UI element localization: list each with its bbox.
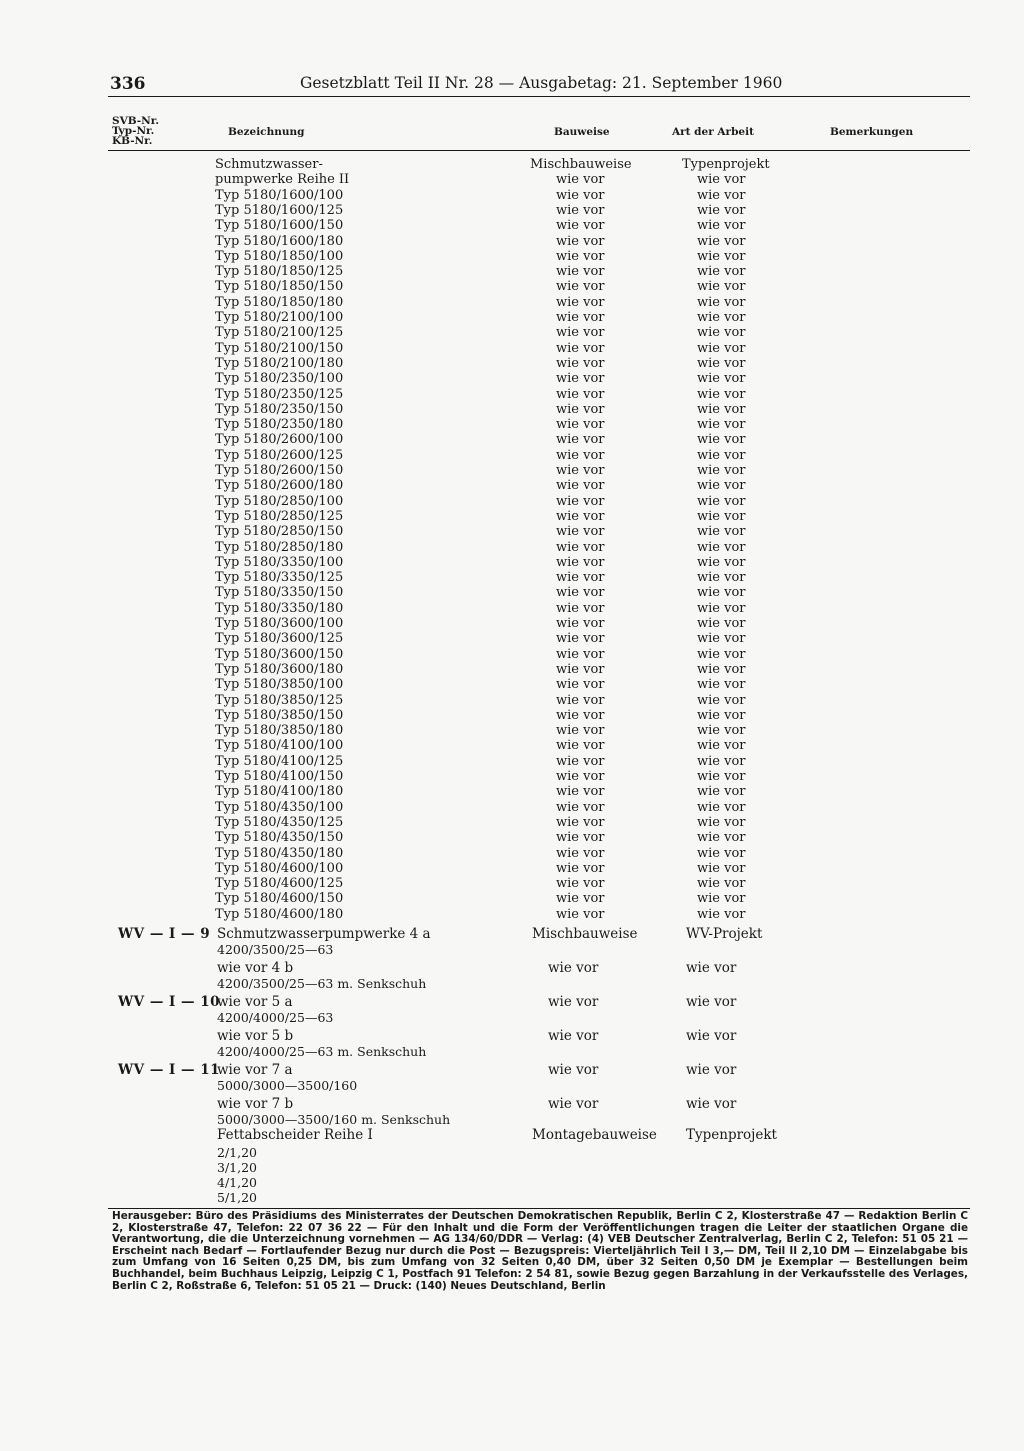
fettabscheider-bauweise: Montagebauweise	[532, 1127, 657, 1143]
row-bezeichnung: Typ 5180/1600/150	[215, 218, 344, 234]
imprint-rule	[108, 1208, 970, 1209]
table-row	[0, 432, 1024, 448]
row-bezeichnung: Typ 5180/1600/100	[215, 187, 344, 203]
column-header-bezeichnung: Bezeichnung	[228, 126, 305, 138]
row-art-der-arbeit: wie vor	[697, 187, 746, 203]
row-bezeichnung: Typ 5180/2350/150	[215, 401, 344, 417]
table-row	[0, 647, 1024, 663]
row-bezeichnung: Typ 5180/3600/180	[215, 661, 344, 677]
row-bezeichnung: Typ 5180/4600/180	[215, 906, 344, 922]
row-bauweise: wie vor	[556, 355, 605, 371]
table-row	[0, 861, 1024, 877]
row-art-der-arbeit: wie vor	[697, 264, 746, 280]
table-row	[0, 907, 1024, 923]
row-bezeichnung: Typ 5180/4100/125	[215, 753, 344, 769]
row-bezeichnung: Typ 5180/4350/125	[215, 814, 344, 830]
row-bezeichnung: Typ 5180/3350/180	[215, 600, 344, 616]
wv-art-der-arbeit: wie vor	[686, 1062, 737, 1078]
table-row	[0, 769, 1024, 785]
wv-art-der-arbeit: wie vor	[686, 960, 737, 976]
row-bauweise: wie vor	[556, 692, 605, 708]
row-bezeichnung: Typ 5180/2100/125	[215, 325, 344, 341]
row-art-der-arbeit: wie vor	[697, 539, 746, 555]
table-row	[0, 295, 1024, 311]
table-row	[0, 876, 1024, 892]
row-bezeichnung: Typ 5180/2850/150	[215, 524, 344, 540]
row-art-der-arbeit: wie vor	[697, 906, 746, 922]
row-bauweise: wie vor	[556, 753, 605, 769]
row-bezeichnung: Typ 5180/2600/180	[215, 478, 344, 494]
table-row	[0, 524, 1024, 540]
row-bauweise: wie vor	[556, 218, 605, 234]
row-bauweise: wie vor	[556, 707, 605, 723]
row-bezeichnung: Typ 5180/2100/150	[215, 340, 344, 356]
row-bezeichnung: Typ 5180/1850/100	[215, 248, 344, 264]
row-bauweise: wie vor	[556, 187, 605, 203]
row-bezeichnung: Typ 5180/2350/125	[215, 386, 344, 402]
row-art-der-arbeit: wie vor	[697, 325, 746, 341]
row-bezeichnung: Typ 5180/3600/100	[215, 616, 344, 631]
row-bezeichnung: Typ 5180/4100/180	[215, 784, 344, 800]
fettabscheider-size: 5/1,20	[217, 1190, 257, 1205]
row-bezeichnung: Typ 5180/2850/100	[215, 493, 344, 509]
table-row	[0, 279, 1024, 295]
row-bauweise: Mischbauweise	[530, 157, 632, 172]
row-bauweise: wie vor	[556, 493, 605, 509]
column-header-art-der-arbeit: Art der Arbeit	[672, 126, 754, 138]
table-row	[0, 264, 1024, 280]
row-art-der-arbeit: wie vor	[697, 463, 746, 478]
row-bauweise: wie vor	[556, 646, 605, 662]
row-bauweise: wie vor	[556, 585, 605, 601]
row-art-der-arbeit: wie vor	[697, 661, 746, 677]
row-bezeichnung: Typ 5180/3350/100	[215, 554, 344, 570]
row-art-der-arbeit: wie vor	[697, 202, 746, 218]
row-bezeichnung: Typ 5180/3600/125	[215, 631, 344, 647]
wv-number: WV — I — 10	[118, 994, 221, 1010]
table-row	[0, 784, 1024, 800]
row-art-der-arbeit: wie vor	[697, 616, 746, 631]
row-art-der-arbeit: wie vor	[697, 279, 746, 295]
row-bauweise: wie vor	[556, 906, 605, 922]
wv-art-der-arbeit: wie vor	[686, 1096, 737, 1112]
row-bauweise: wie vor	[556, 417, 605, 433]
row-art-der-arbeit: wie vor	[697, 692, 746, 708]
wv-bauweise: wie vor	[548, 1028, 599, 1044]
row-art-der-arbeit: wie vor	[697, 554, 746, 570]
row-bauweise: wie vor	[556, 401, 605, 417]
fettabscheider-art: Typenprojekt	[686, 1127, 777, 1143]
row-bauweise: wie vor	[556, 876, 605, 892]
table-row	[0, 891, 1024, 907]
column-header-bauweise: Bauweise	[554, 126, 610, 138]
table-row	[0, 402, 1024, 418]
fettabscheider-size: 4/1,20	[217, 1175, 257, 1190]
row-bauweise: wie vor	[556, 661, 605, 677]
row-art-der-arbeit: wie vor	[697, 570, 746, 586]
row-art-der-arbeit: wie vor	[697, 845, 746, 861]
wv-bauweise: wie vor	[548, 1062, 599, 1078]
wv-bauweise: wie vor	[548, 994, 599, 1010]
table-row	[0, 830, 1024, 846]
row-art-der-arbeit: wie vor	[697, 218, 746, 234]
wv-spec: 4200/4000/25—63	[217, 1010, 334, 1025]
column-header-bemerkungen: Bemerkungen	[830, 126, 914, 138]
row-bauweise: wie vor	[556, 340, 605, 356]
row-bezeichnung: Typ 5180/2600/125	[215, 447, 344, 463]
row-art-der-arbeit: wie vor	[697, 432, 746, 448]
row-art-der-arbeit: wie vor	[697, 631, 746, 647]
header-rule	[108, 96, 970, 97]
table-row	[0, 585, 1024, 601]
row-bezeichnung: Typ 5180/2350/100	[215, 371, 344, 387]
row-art-der-arbeit: wie vor	[697, 753, 746, 769]
row-bezeichnung: Typ 5180/2850/125	[215, 508, 344, 524]
row-bezeichnung: Typ 5180/4100/100	[215, 738, 344, 754]
row-bauweise: wie vor	[556, 784, 605, 800]
row-bauweise: wie vor	[556, 524, 605, 540]
row-art-der-arbeit: wie vor	[697, 585, 746, 601]
table-row	[0, 708, 1024, 724]
row-bauweise: wie vor	[556, 432, 605, 448]
row-art-der-arbeit: wie vor	[697, 294, 746, 310]
table-row	[0, 754, 1024, 770]
row-art-der-arbeit: wie vor	[697, 172, 746, 188]
wv-bauweise: Mischbauweise	[532, 926, 638, 942]
row-bauweise: wie vor	[556, 294, 605, 310]
row-bezeichnung: Typ 5180/4100/150	[215, 769, 344, 784]
table-row	[0, 800, 1024, 816]
table-row	[0, 509, 1024, 525]
table-header-rule	[108, 150, 970, 151]
table-row	[0, 341, 1024, 357]
row-bezeichnung: Typ 5180/2850/180	[215, 539, 344, 555]
row-art-der-arbeit: wie vor	[697, 707, 746, 723]
column-header-svb	[112, 116, 159, 146]
wv-number: WV — I — 11	[118, 1062, 221, 1078]
row-bezeichnung: Schmutzwasser-	[215, 157, 323, 172]
row-bezeichnung: Typ 5180/1850/150	[215, 279, 344, 295]
row-bauweise: wie vor	[556, 371, 605, 387]
row-bauweise: wie vor	[556, 799, 605, 815]
table-row	[0, 387, 1024, 403]
row-bauweise: wie vor	[556, 508, 605, 524]
row-art-der-arbeit: wie vor	[697, 646, 746, 662]
row-bauweise: wie vor	[556, 677, 605, 693]
wv-title: wie vor 7 a	[217, 1062, 293, 1078]
fettabscheider-title: Fettabscheider Reihe I	[217, 1127, 373, 1143]
column-header-svb-line: KB-Nr.	[112, 135, 153, 147]
table-row	[0, 310, 1024, 326]
row-bezeichnung: Typ 5180/2100/100	[215, 310, 344, 325]
wv-bauweise: wie vor	[548, 1096, 599, 1112]
row-bauweise: wie vor	[556, 554, 605, 570]
wv-spec: 4200/3500/25—63	[217, 942, 334, 957]
table-row	[0, 234, 1024, 250]
row-bauweise: wie vor	[556, 248, 605, 264]
row-art-der-arbeit: wie vor	[697, 493, 746, 509]
table-row	[0, 738, 1024, 754]
row-art-der-arbeit: wie vor	[697, 814, 746, 830]
row-art-der-arbeit: Typenprojekt	[682, 157, 770, 172]
row-art-der-arbeit: wie vor	[697, 524, 746, 540]
row-bauweise: wie vor	[556, 386, 605, 402]
row-bauweise: wie vor	[556, 570, 605, 586]
row-bezeichnung: Typ 5180/1600/125	[215, 202, 344, 218]
table-row	[0, 417, 1024, 433]
table-row	[0, 616, 1024, 632]
row-bauweise: wie vor	[556, 233, 605, 249]
row-art-der-arbeit: wie vor	[697, 355, 746, 371]
table-row	[0, 448, 1024, 464]
table-row	[0, 356, 1024, 372]
table-row	[0, 249, 1024, 265]
row-art-der-arbeit: wie vor	[697, 386, 746, 402]
row-bauweise: wie vor	[556, 264, 605, 280]
table-row	[0, 555, 1024, 571]
wv-bauweise: wie vor	[548, 960, 599, 976]
column-header-svb-line: SVB-Nr.	[112, 115, 159, 127]
fettabscheider-size: 2/1,20	[217, 1145, 257, 1160]
wv-title: wie vor 5 b	[217, 1028, 294, 1044]
row-bezeichnung: Typ 5180/3600/150	[215, 646, 344, 662]
wv-art-der-arbeit: WV-Projekt	[686, 926, 763, 942]
row-bauweise: wie vor	[556, 310, 605, 325]
row-bauweise: wie vor	[556, 539, 605, 555]
row-art-der-arbeit: wie vor	[697, 371, 746, 387]
row-bauweise: wie vor	[556, 172, 605, 188]
row-bauweise: wie vor	[556, 202, 605, 218]
row-bezeichnung: Typ 5180/4600/125	[215, 876, 344, 892]
table-row	[0, 203, 1024, 219]
row-bezeichnung: pumpwerke Reihe II	[215, 172, 350, 188]
table-row	[0, 371, 1024, 387]
table-row	[0, 693, 1024, 709]
table-row	[0, 157, 1024, 173]
fettabscheider-size: 3/1,20	[217, 1160, 257, 1175]
row-art-der-arbeit: wie vor	[697, 508, 746, 524]
imprint-text: Herausgeber: Büro des Präsidiums des Ministerrates der Deutschen Demokratischen Republik, Berlin C 2, Klosterstraße 47 — Redaktion Berlin C 2, Klosterstraße 47, Telefon: 22 07 36 22 — Für den Inhalt und die Form der Veröffentlichungen tragen die Leiter der staatlichen Organe die Verantwortung, die die Unterzeichnung vornehmen — AG 134/60/DDR — Verlag: (4) VEB Deutscher Zentralverlag, Berlin C 2, Telefon: 51 05 21 — Erscheint nach Bedarf — Fortlaufender Bezug nur durch die Post — Bezugspreis: Vierteljährlich Teil I 3,— DM, Teil II 2,10 DM — Einzelabgabe bis zum Umfang von 16 Seiten 0,25 DM, bis zum Umfang von 32 Seiten 0,40 DM, über 32 Seiten 0,50 DM je Exemplar — Bestellungen beim Buchhandel, beim Buchhaus Leipzig, Leipzig C 1, Postfach 91 Telefon: 2 54 81, sowie Bezug gegen Barzahlung in der Verkaufsstelle des Verlages, Berlin C 2, Roßstraße 6, Telefon: 51 05 21 — Druck: (140) Neues Deutschland, Berlin	[112, 1210, 968, 1292]
row-bezeichnung: Typ 5180/3350/125	[215, 570, 344, 586]
row-bezeichnung: Typ 5180/3850/125	[215, 692, 344, 708]
row-art-der-arbeit: wie vor	[697, 830, 746, 846]
wv-title: wie vor 5 a	[217, 994, 293, 1010]
row-art-der-arbeit: wie vor	[697, 677, 746, 693]
table-row	[0, 815, 1024, 831]
row-bauweise: wie vor	[556, 279, 605, 295]
table-row	[0, 677, 1024, 693]
row-bauweise: wie vor	[556, 845, 605, 861]
row-art-der-arbeit: wie vor	[697, 784, 746, 800]
row-bezeichnung: Typ 5180/4350/180	[215, 845, 344, 861]
row-art-der-arbeit: wie vor	[697, 860, 746, 876]
row-bezeichnung: Typ 5180/1850/180	[215, 294, 344, 310]
row-bauweise: wie vor	[556, 478, 605, 494]
row-bauweise: wie vor	[556, 325, 605, 341]
row-art-der-arbeit: wie vor	[697, 799, 746, 815]
wv-spec: 4200/4000/25—63 m. Senkschuh	[217, 1044, 427, 1059]
table-row	[0, 570, 1024, 586]
wv-spec: 5000/3000—3500/160 m. Senkschuh	[217, 1112, 451, 1127]
table-row	[0, 846, 1024, 862]
row-art-der-arbeit: wie vor	[697, 478, 746, 494]
table-row	[0, 540, 1024, 556]
row-bauweise: wie vor	[556, 616, 605, 631]
table-row	[0, 325, 1024, 341]
row-bauweise: wie vor	[556, 830, 605, 846]
wv-spec: 5000/3000—3500/160	[217, 1078, 358, 1093]
row-art-der-arbeit: wie vor	[697, 417, 746, 433]
row-bauweise: wie vor	[556, 447, 605, 463]
row-art-der-arbeit: wie vor	[697, 233, 746, 249]
row-bauweise: wie vor	[556, 860, 605, 876]
row-bauweise: wie vor	[556, 723, 605, 739]
row-bezeichnung: Typ 5180/4600/100	[215, 860, 344, 876]
wv-title: wie vor 4 b	[217, 960, 294, 976]
row-art-der-arbeit: wie vor	[697, 738, 746, 754]
row-bezeichnung: Typ 5180/2600/150	[215, 463, 344, 478]
table-row	[0, 172, 1024, 188]
row-art-der-arbeit: wie vor	[697, 891, 746, 907]
row-art-der-arbeit: wie vor	[697, 723, 746, 739]
row-bezeichnung: Typ 5180/3850/100	[215, 677, 344, 693]
row-bauweise: wie vor	[556, 463, 605, 478]
table-row	[0, 662, 1024, 678]
wv-number: WV — I — 9	[118, 926, 211, 942]
wv-art-der-arbeit: wie vor	[686, 994, 737, 1010]
row-bauweise: wie vor	[556, 814, 605, 830]
row-bezeichnung: Typ 5180/1850/125	[215, 264, 344, 280]
row-art-der-arbeit: wie vor	[697, 769, 746, 784]
row-bauweise: wie vor	[556, 891, 605, 907]
table-row	[0, 601, 1024, 617]
wv-spec: 4200/3500/25—63 m. Senkschuh	[217, 976, 427, 991]
row-bezeichnung: Typ 5180/2100/180	[215, 355, 344, 371]
row-art-der-arbeit: wie vor	[697, 876, 746, 892]
row-bauweise: wie vor	[556, 631, 605, 647]
row-bezeichnung: Typ 5180/4600/150	[215, 891, 344, 907]
wv-title: wie vor 7 b	[217, 1096, 294, 1112]
row-art-der-arbeit: wie vor	[697, 340, 746, 356]
table-row	[0, 478, 1024, 494]
wv-title: Schmutzwasserpumpwerke 4 a	[217, 926, 431, 942]
row-bauweise: wie vor	[556, 769, 605, 784]
table-row	[0, 494, 1024, 510]
table-row	[0, 218, 1024, 234]
row-bezeichnung: Typ 5180/2600/100	[215, 432, 344, 448]
table-row	[0, 463, 1024, 479]
row-art-der-arbeit: wie vor	[697, 600, 746, 616]
row-bezeichnung: Typ 5180/4350/150	[215, 830, 344, 846]
column-header-svb-line: Typ-Nr.	[112, 125, 155, 137]
row-bezeichnung: Typ 5180/4350/100	[215, 799, 344, 815]
row-bezeichnung: Typ 5180/2350/180	[215, 417, 344, 433]
row-art-der-arbeit: wie vor	[697, 310, 746, 325]
row-bezeichnung: Typ 5180/3350/150	[215, 585, 344, 601]
table-row	[0, 188, 1024, 204]
row-bezeichnung: Typ 5180/3850/180	[215, 723, 344, 739]
page-header-title: Gesetzblatt Teil II Nr. 28 — Ausgabetag: 21. September 1960	[300, 74, 783, 92]
page-number: 336	[110, 74, 146, 94]
wv-art-der-arbeit: wie vor	[686, 1028, 737, 1044]
row-bezeichnung: Typ 5180/1600/180	[215, 233, 344, 249]
table-row	[0, 723, 1024, 739]
row-bauweise: wie vor	[556, 600, 605, 616]
table-row	[0, 631, 1024, 647]
row-bauweise: wie vor	[556, 738, 605, 754]
row-bezeichnung: Typ 5180/3850/150	[215, 707, 344, 723]
row-art-der-arbeit: wie vor	[697, 401, 746, 417]
row-art-der-arbeit: wie vor	[697, 447, 746, 463]
row-art-der-arbeit: wie vor	[697, 248, 746, 264]
